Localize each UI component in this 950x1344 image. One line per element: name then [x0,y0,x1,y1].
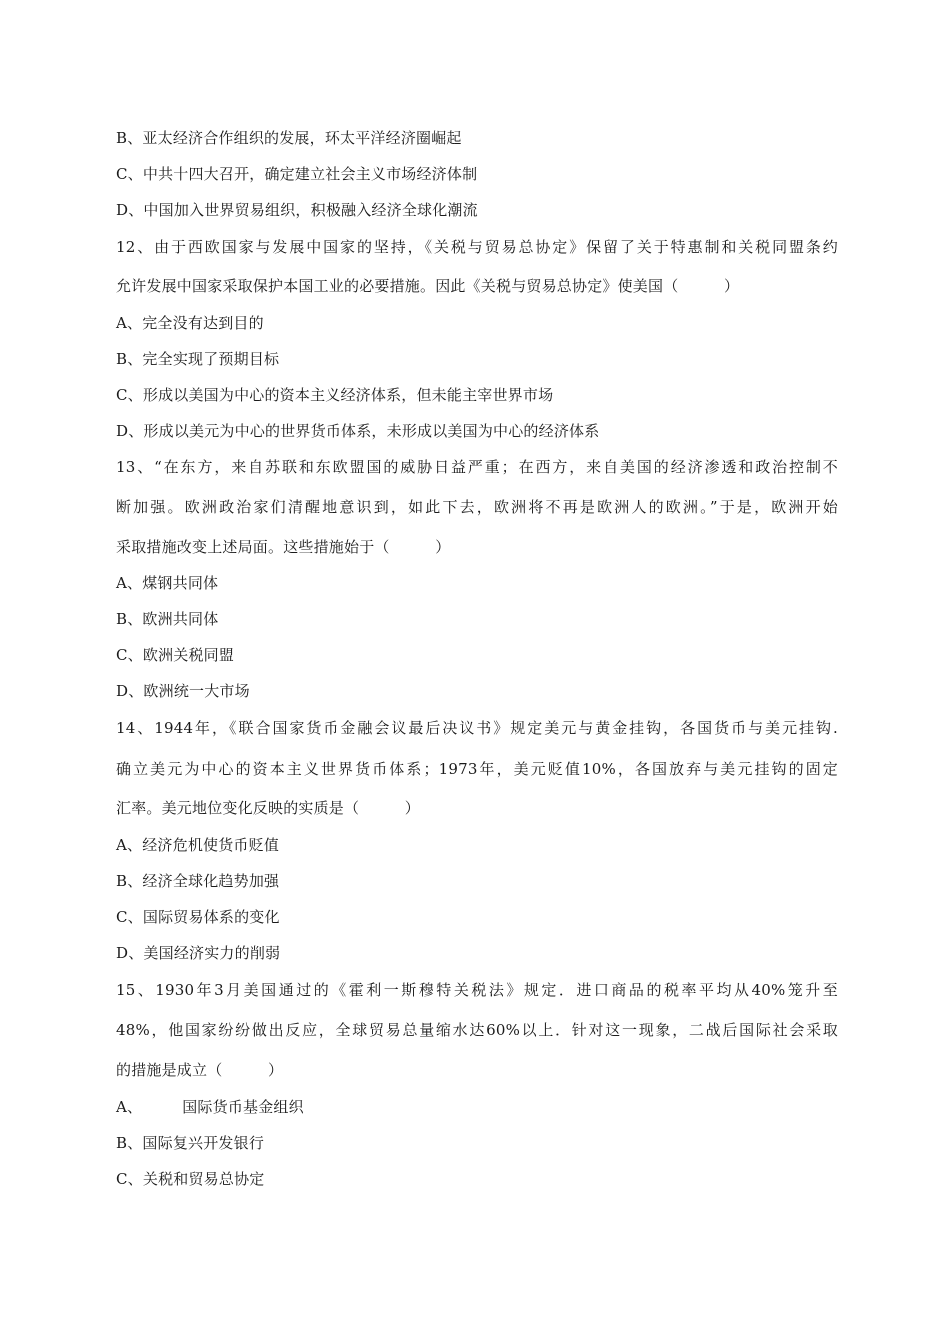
q12-option-d: D、形成以美元为中心的世界货币体系，未形成以美国为中心的经济体系 [116,422,600,440]
q13-stem-line-1: 13、“在东方，来自苏联和东欧盟国的威胁日益严重；在西方，来自美国的经济渗透和政治控制不 [116,458,838,476]
q13-stem-line-3: 采取措施改变上述局面。这些措施始于（ ） [116,538,451,556]
q12-stem-line-1: 12、由于西欧国家与发展中国家的坚持，《关税与贸易总协定》保留了关于特惠制和关税同盟条约 [116,238,838,256]
q13-option-a: A、煤钢共同体 [116,574,219,592]
q12-option-a: A、完全没有达到目的 [116,314,264,332]
q13-option-b: B、欧洲共同体 [116,610,219,628]
q15-option-a [116,1097,304,1117]
q15-option-c: C、关税和贸易总协定 [116,1170,265,1188]
q11-option-b: B、亚太经济合作组织的发展，环太平洋经济圈崛起 [116,129,462,147]
q13-option-c: C、欧洲关税同盟 [116,646,235,664]
q14-stem-line-2: 确立美元为中心的资本主义世界货币体系；1973年，美元贬值10%，各国放弃与美元挂钩的固定 [116,760,838,778]
q14-option-b: B、经济全球化趋势加强 [116,872,280,890]
q15-stem-line-3: 的措施是成立（ ） [116,1061,284,1079]
q14-option-c: C、国际贸易体系的变化 [116,908,280,926]
q15-option-b: B、国际复兴开发银行 [116,1134,265,1152]
q11-option-c: C、中共十四大召开，确定建立社会主义市场经济体制 [116,165,478,183]
q13-stem-line-2: 断加强。欧洲政治家们清醒地意识到，如此下去，欧洲将不再是欧洲人的欧洲。”于是，欧洲开始 [116,498,838,516]
q15-option-a-prefix: A、 [116,1098,143,1116]
q15-option-a-text: 国际货币基金组织 [182,1098,304,1116]
q14-option-d: D、美国经济实力的削弱 [116,944,281,962]
q14-stem-line-1: 14、1944年，《联合国家货币金融会议最后决议书》规定美元与黄金挂钩，各国货币与美元挂钩. [116,719,838,737]
q15-stem-line-2: 48%，他国家纷纷做出反应，全球贸易总量缩水达60%以上．针对这一现象，二战后国际社会采取 [116,1021,838,1039]
q12-stem-line-2: 允许发展中国家采取保护本国工业的必要措施。因此《关税与贸易总协定》使美国（ ） [116,277,740,295]
q14-option-a: A、经济危机使货币贬值 [116,836,280,854]
q13-option-d: D、欧洲统一大市场 [116,682,250,700]
q12-option-c: C、形成以美国为中心的资本主义经济体系，但未能主宰世界市场 [116,386,554,404]
q15-stem-line-1: 15、1930年3月美国通过的《霍利一斯穆特关税法》规定．进口商品的税率平均从40%笼升至 [116,981,838,999]
q14-stem-line-3: 汇率。美元地位变化反映的实质是（ ） [116,799,421,817]
q11-option-d: D、中国加入世界贸易组织，积极融入经济全球化潮流 [116,201,478,219]
q12-option-b: B、完全实现了预期目标 [116,350,280,368]
